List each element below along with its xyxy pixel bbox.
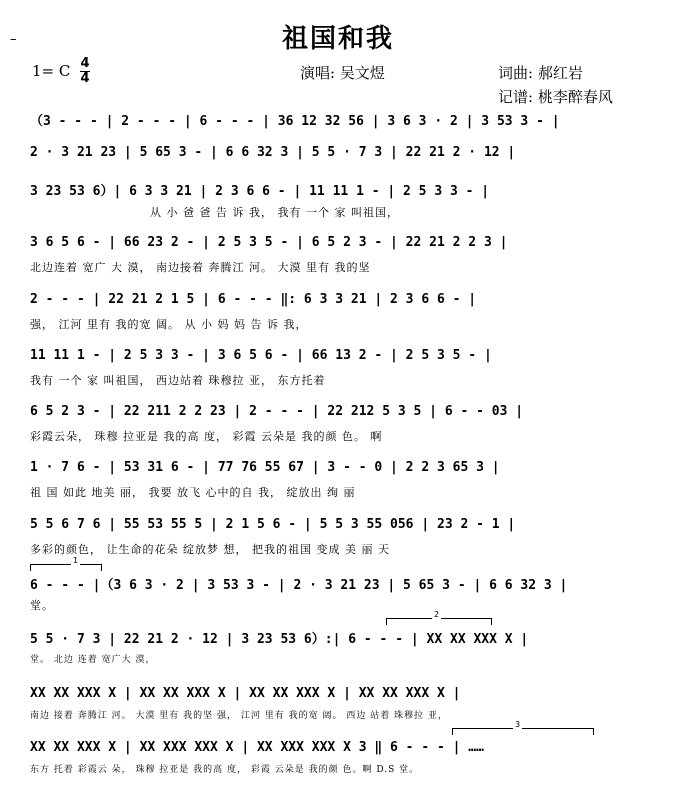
time-signature-bottom: 4 bbox=[80, 71, 90, 86]
second-ending-label: 2 bbox=[434, 610, 440, 619]
lyrics-row-6: 我有 一个 家 叫祖国， 西边站着 珠穆拉 亚， 东方托着 bbox=[30, 374, 326, 387]
notation-row-7: 6 5 2 3 - | 22 211 2 2 23 | 2 - - - | 22 212 5 3 5 | 6 - - 03 | bbox=[30, 404, 524, 419]
page-dash: – bbox=[10, 32, 17, 47]
notation-row-11: 5 5 · 7 3 | 22 21 2 · 12 | 3 23 53 6）:| 6 - - - | XX XX XXX X | bbox=[30, 632, 529, 647]
composer-credit: 词曲: 郝红岩 bbox=[498, 64, 583, 82]
notation-row-2: 2 · 3 21 23 | 5 65 3 - | 6 6 32 3 | 5 5 · 7 3 | 22 21 2 · 12 | bbox=[30, 145, 516, 160]
notation-row-6: 11 11 1 - | 2 5 3 3 - | 3 6 5 6 - | 66 13 2 - | 2 5 3 5 - | bbox=[30, 348, 492, 363]
lyrics-row-8: 祖 国 如此 地美 丽， 我要 放飞 心中的自 我， 绽放出 绚 丽 bbox=[30, 486, 356, 499]
notation-row-10: 6 - - - |（3 6 3 · 2 | 3 53 3 - | 2 · 3 21 23 | 5 65 3 - | 6 6 32 3 | bbox=[30, 578, 568, 593]
lyrics-row-7: 彩霞云朵， 珠穆 拉亚是 我的高 度， 彩霞 云朵是 我的颜 色。 啊 bbox=[30, 430, 383, 443]
lyrics-row-11: 堂。 北边 连着 宽广大 漠， bbox=[30, 655, 156, 665]
lyrics-row-9: 多彩的颜色， 让生命的花朵 绽放梦 想， 把我的祖国 变成 美 丽 天 bbox=[30, 543, 390, 556]
time-signature-top: 4 bbox=[80, 56, 90, 71]
lyrics-row-5: 强， 江河 里有 我的宽 阔。 从 小 妈 妈 告 诉 我， bbox=[30, 318, 308, 331]
notation-row-3: 3 23 53 6）| 6 3 3 21 | 2 3 6 6 - | 11 11 1 - | 2 5 3 3 - | bbox=[30, 184, 490, 199]
notation-row-12: XX XX XXX X | XX XX XXX X | XX XX XXX X | XX XX XXX X | bbox=[30, 686, 461, 701]
song-title: 祖国和我 bbox=[281, 24, 394, 54]
notation-row-13: XX XX XXX X | XX XXX XXX X | XX XXX XXX X 3 ‖ 6 - - - | …… bbox=[30, 740, 484, 755]
lyrics-row-4: 北边连着 宽广 大 漠， 南边接着 奔腾江 河。 大漠 里有 我的坚 bbox=[30, 261, 371, 274]
lyrics-row-10: 堂。 bbox=[30, 599, 54, 612]
lyrics-row-12: 南边 接着 奔腾江 河。 大漠 里有 我的坚 强， 江河 里有 我的宽 阔。 西边 站着 珠穆拉 亚， bbox=[30, 711, 448, 721]
key-signature: 1= C bbox=[32, 62, 71, 80]
notation-row-4: 3 6 5 6 - | 66 23 2 - | 2 5 3 5 - | 6 5 2 3 - | 22 21 2 2 3 | bbox=[30, 235, 508, 250]
notation-row-8: 1 · 7 6 - | 53 31 6 - | 77 76 55 67 | 3 - - 0 | 2 2 3 65 3 | bbox=[30, 460, 500, 475]
second-ending-bracket bbox=[386, 610, 492, 625]
notation-row-9: 5 5 6 7 6 | 55 53 55 5 | 2 1 5 6 - | 5 5 3 55 056 | 23 2 - 1 | bbox=[30, 517, 516, 532]
notation-row-1: （3 - - - | 2 - - - | 6 - - - | 36 12 32 56 | 3 6 3 · 2 | 3 53 3 - | bbox=[30, 114, 560, 129]
first-ending-bracket bbox=[30, 556, 102, 571]
transcriber-credit: 记谱: 桃李醉春风 bbox=[498, 88, 613, 106]
lyrics-row-3: 从 小 爸 爸 告 诉 我， 我有 一个 家 叫祖国， bbox=[150, 206, 399, 219]
time-signature bbox=[80, 58, 90, 85]
third-ending-bracket bbox=[452, 720, 594, 735]
lyrics-row-13: 东方 托着 彩霞云 朵， 珠穆 拉亚是 我的高 度， 彩霞 云朵是 我的颜 色。啊 D.S 堂。 bbox=[30, 765, 420, 775]
singer-credit: 演唱: 吴文煜 bbox=[300, 64, 385, 82]
first-ending-label: 1 bbox=[73, 556, 79, 565]
notation-row-5: 2 - - - | 22 21 2 1 5 | 6 - - - ‖: 6 3 3 21 | 2 3 6 6 - | bbox=[30, 292, 477, 307]
third-ending-label: 3 bbox=[515, 720, 521, 729]
